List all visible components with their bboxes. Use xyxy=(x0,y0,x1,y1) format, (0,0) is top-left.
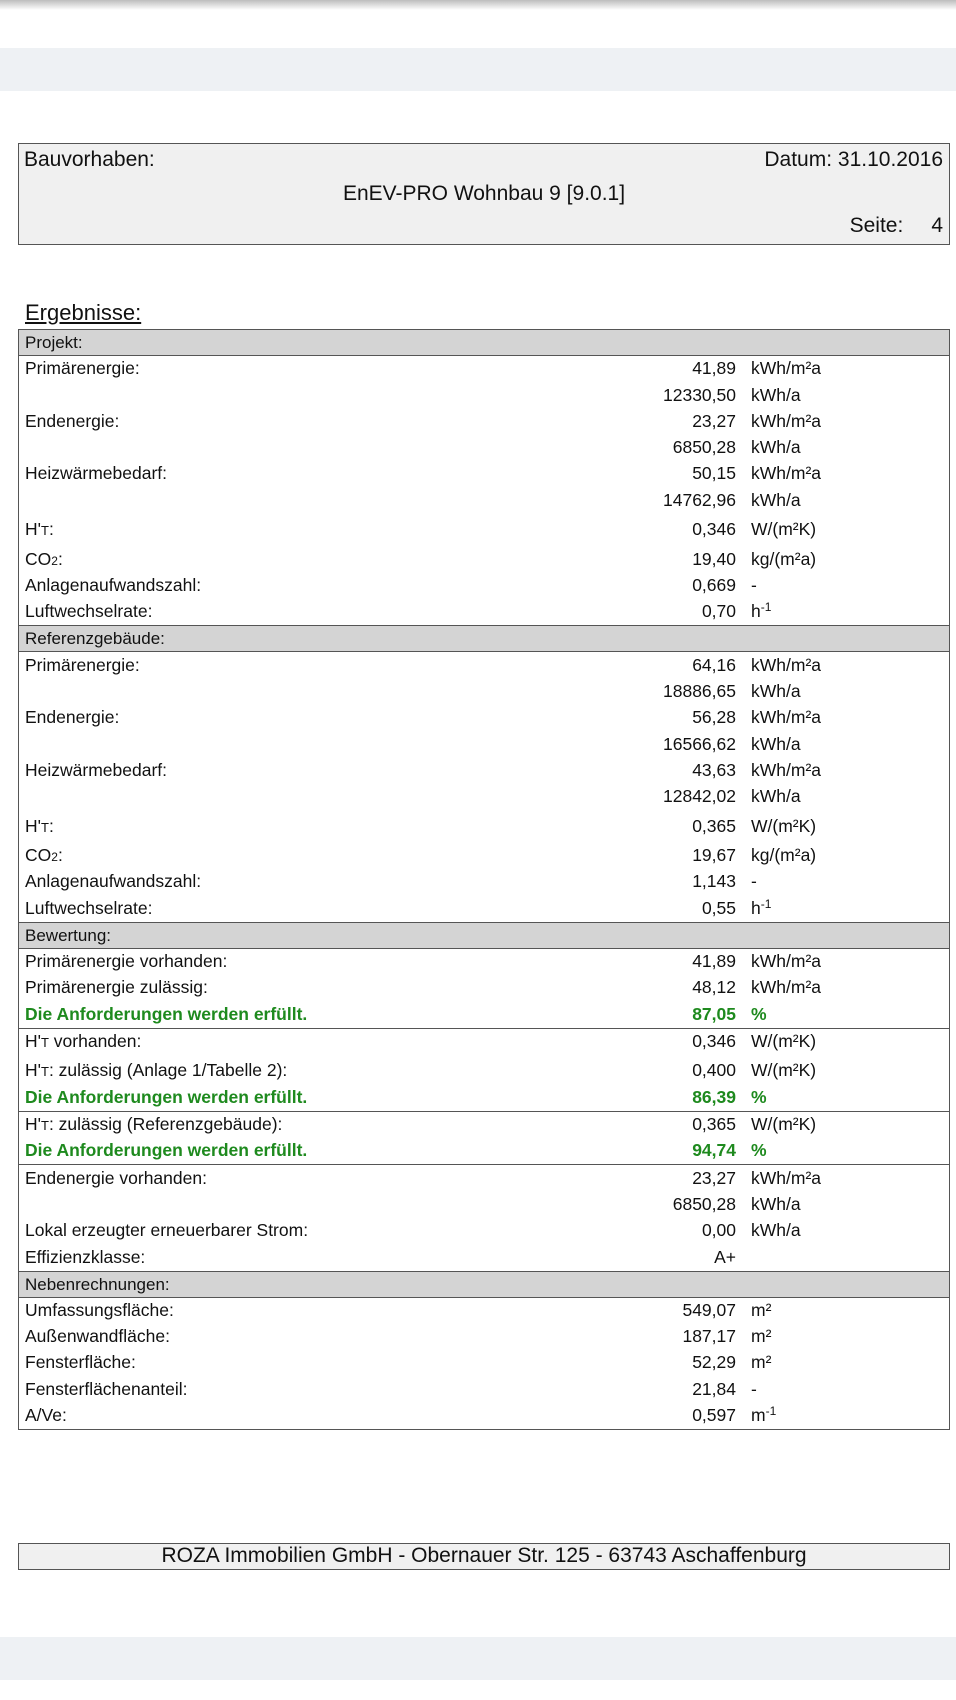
row-unit: $m^{-1}$ xyxy=(751,1404,777,1425)
table-row xyxy=(19,409,949,435)
row-unit: % xyxy=(751,1003,767,1024)
row-unit: kWh/a xyxy=(751,786,801,807)
row-label: Umfassungsfläche: xyxy=(25,1299,174,1320)
row-unit: % xyxy=(751,1140,767,1161)
datum: Datum: 31.10.2016 xyxy=(764,148,943,171)
row-label: Effizienzklasse: xyxy=(25,1246,146,1267)
requirement-fulfilled-row xyxy=(19,1001,949,1027)
requirement-fulfilled-row xyxy=(19,1084,949,1110)
row-unit: kWh/a xyxy=(751,733,801,754)
row-label: H'T: xyxy=(25,815,54,836)
table-row xyxy=(19,514,949,544)
row-value: 23,27 xyxy=(692,1167,736,1188)
row-value: 0,55 xyxy=(701,897,736,918)
row-unit: kWh/m²a xyxy=(751,410,821,431)
table-row xyxy=(19,975,949,1001)
section-referenz xyxy=(19,652,949,921)
table-row xyxy=(19,1403,949,1429)
row-unit: W/(m²K) xyxy=(751,1114,817,1135)
top-shadow xyxy=(0,0,956,10)
table-row xyxy=(19,573,949,599)
document-title: EnEV-PRO Wohnbau 9 [9.0.1] xyxy=(342,182,626,205)
row-unit: kWh/m²a xyxy=(751,759,821,780)
row-unit: kWh/m²a xyxy=(751,463,821,484)
table-row xyxy=(19,679,949,705)
row-label: H'T: zulässig (Referenzgebäude): xyxy=(25,1114,283,1135)
row-unit: kWh/a xyxy=(751,384,801,405)
row-unit: kWh/m²a xyxy=(751,951,821,972)
table-row xyxy=(19,705,949,731)
table-row xyxy=(19,1376,949,1402)
row-value: 19,40 xyxy=(692,548,736,569)
table-row xyxy=(19,869,949,895)
row-unit: % xyxy=(751,1086,767,1107)
row-label: Heizwärmebedarf: xyxy=(25,463,167,484)
row-value: 56,28 xyxy=(692,707,736,728)
table-row xyxy=(19,1298,949,1324)
row-value: 1,143 xyxy=(692,871,736,892)
row-value: 18886,65 xyxy=(663,680,736,701)
row-value: 87,05 xyxy=(692,1003,736,1024)
section-nebenrechnungen xyxy=(19,1298,949,1429)
table-row xyxy=(19,1244,949,1270)
table-row xyxy=(19,1055,949,1085)
table-row xyxy=(19,810,949,840)
row-unit: kWh/a xyxy=(751,1220,801,1241)
row-value: 6850,28 xyxy=(672,437,736,458)
seite-label: Seite: xyxy=(849,214,904,237)
row-label: Die Anforderungen werden erfüllt. xyxy=(25,1140,308,1161)
row-unit: $h^{-1}$ xyxy=(751,896,772,918)
document-header xyxy=(18,143,950,245)
table-row xyxy=(19,461,949,487)
row-unit: kWh/a xyxy=(751,437,801,458)
row-value: 43,63 xyxy=(692,759,736,780)
section-projekt xyxy=(19,356,949,625)
row-value: 0,400 xyxy=(692,1060,736,1081)
row-unit: $h^{-1}$ xyxy=(751,600,772,622)
row-label: Primärenergie: xyxy=(25,654,140,675)
row-unit: m² xyxy=(751,1299,772,1320)
row-unit: kWh/m²a xyxy=(751,358,821,379)
row-label: CO2: xyxy=(25,548,63,569)
row-value: 0,346 xyxy=(692,519,736,540)
page-gap-band xyxy=(0,48,956,91)
row-label: Endenergie: xyxy=(25,707,120,728)
row-value: 41,89 xyxy=(692,358,736,379)
row-unit: W/(m²K) xyxy=(751,815,817,836)
row-label: A/Ve: xyxy=(25,1405,67,1425)
table-row xyxy=(19,599,949,625)
row-unit: kWh/m²a xyxy=(751,1167,821,1188)
table-row xyxy=(19,1165,949,1191)
row-value: 187,17 xyxy=(682,1326,736,1347)
row-unit: kg/(m²a) xyxy=(751,845,817,866)
row-label: Fensterflächenanteil: xyxy=(25,1378,188,1399)
row-label: Primärenergie: xyxy=(25,358,140,379)
table-row xyxy=(19,1112,949,1138)
page-gap-band xyxy=(0,1637,956,1680)
row-label: Außenwandfläche: xyxy=(25,1326,170,1347)
row-label: Primärenergie vorhanden: xyxy=(25,951,228,972)
row-label: H'T: zulässig (Anlage 1/Tabelle 2): xyxy=(25,1060,288,1081)
table-row xyxy=(19,356,949,382)
row-unit: W/(m²K) xyxy=(751,1060,817,1081)
row-value: 0,346 xyxy=(692,1030,736,1051)
table-row xyxy=(19,1324,949,1350)
seite-num: 4 xyxy=(931,214,943,237)
row-unit: m² xyxy=(751,1352,772,1373)
row-label: Anlagenaufwandszahl: xyxy=(25,575,202,596)
table-row xyxy=(19,1192,949,1218)
table-row xyxy=(19,784,949,810)
row-label: Primärenergie zulässig: xyxy=(25,977,208,998)
row-unit: - xyxy=(751,871,757,892)
row-value: 48,12 xyxy=(692,977,736,998)
row-unit: kWh/a xyxy=(751,489,801,510)
row-unit: m² xyxy=(751,1326,772,1347)
row-value: 12330,50 xyxy=(663,384,736,405)
row-value: 0,597 xyxy=(692,1405,736,1425)
row-unit: W/(m²K) xyxy=(751,519,817,540)
row-label: Die Anforderungen werden erfüllt. xyxy=(25,1086,308,1107)
table-row xyxy=(19,652,949,678)
row-value: 21,84 xyxy=(692,1378,736,1399)
row-label: Heizwärmebedarf: xyxy=(25,759,167,780)
row-unit: - xyxy=(751,1378,757,1399)
row-label: CO2: xyxy=(25,845,63,866)
row-unit: kWh/m²a xyxy=(751,977,821,998)
bauvorhaben-label: Bauvorhaben: xyxy=(24,148,155,171)
table-row xyxy=(19,543,949,573)
row-value: 86,39 xyxy=(692,1086,736,1107)
table-row xyxy=(19,382,949,408)
row-value: 16566,62 xyxy=(663,733,736,754)
row-value: 0,70 xyxy=(701,601,736,622)
section-bewertung xyxy=(19,949,949,1271)
page-number xyxy=(850,214,943,238)
table-row xyxy=(19,1218,949,1244)
row-label: Luftwechselrate: xyxy=(25,897,153,918)
row-value: 0,669 xyxy=(692,575,736,596)
row-unit: kWh/m²a xyxy=(751,654,821,675)
table-row xyxy=(19,840,949,870)
row-value: 41,89 xyxy=(692,951,736,972)
table-row xyxy=(19,731,949,757)
row-value: 19,67 xyxy=(692,845,736,866)
row-value: 549,07 xyxy=(682,1299,736,1320)
table-row xyxy=(19,1029,949,1055)
row-value: 6850,28 xyxy=(672,1193,736,1214)
row-value: 23,27 xyxy=(692,410,736,431)
row-unit: kg/(m²a) xyxy=(751,548,817,569)
row-unit: - xyxy=(751,575,757,596)
row-value: 14762,96 xyxy=(663,489,736,510)
table-row xyxy=(19,895,949,921)
row-label: Endenergie: xyxy=(25,410,120,431)
table-row xyxy=(19,949,949,975)
row-label: Luftwechselrate: xyxy=(25,601,153,622)
section-header-referenz: Referenzgebäude: xyxy=(19,625,949,652)
row-unit: kWh/a xyxy=(751,1193,801,1214)
results-heading: Ergebnisse: xyxy=(25,300,142,325)
row-unit: W/(m²K) xyxy=(751,1030,817,1051)
section-header-projekt: Projekt: xyxy=(19,330,949,356)
row-value: 12842,02 xyxy=(663,786,736,807)
row-value: 52,29 xyxy=(692,1352,736,1373)
row-value: 50,15 xyxy=(692,463,736,484)
row-unit: kWh/a xyxy=(751,680,801,701)
requirement-fulfilled-row xyxy=(19,1138,949,1164)
row-label: Fensterfläche: xyxy=(25,1352,136,1373)
row-value: 94,74 xyxy=(692,1140,736,1161)
results-table xyxy=(18,329,950,1430)
row-value: 64,16 xyxy=(692,654,736,675)
row-value: 0,00 xyxy=(701,1220,736,1241)
section-header-bewertung: Bewertung: xyxy=(19,922,949,949)
row-label: H'T: xyxy=(25,519,54,540)
row-label: Anlagenaufwandszahl: xyxy=(25,871,202,892)
row-label: Endenergie vorhanden: xyxy=(25,1167,207,1188)
table-row xyxy=(19,758,949,784)
company-footer: ROZA Immobilien GmbH - Obernauer Str. 125 - 63743 Aschaffenburg xyxy=(18,1543,950,1570)
table-row xyxy=(19,1350,949,1376)
row-value: 0,365 xyxy=(692,815,736,836)
row-label: Die Anforderungen werden erfüllt. xyxy=(25,1003,308,1024)
row-label: H'T vorhanden: xyxy=(25,1030,142,1051)
table-row xyxy=(19,487,949,513)
section-header-nebenrechnungen: Nebenrechnungen: xyxy=(19,1271,949,1298)
row-value: A+ xyxy=(714,1246,736,1267)
table-row xyxy=(19,435,949,461)
row-value: 0,365 xyxy=(692,1114,736,1135)
row-label: Lokal erzeugter erneuerbarer Strom: xyxy=(25,1220,309,1241)
row-unit: kWh/m²a xyxy=(751,707,821,728)
